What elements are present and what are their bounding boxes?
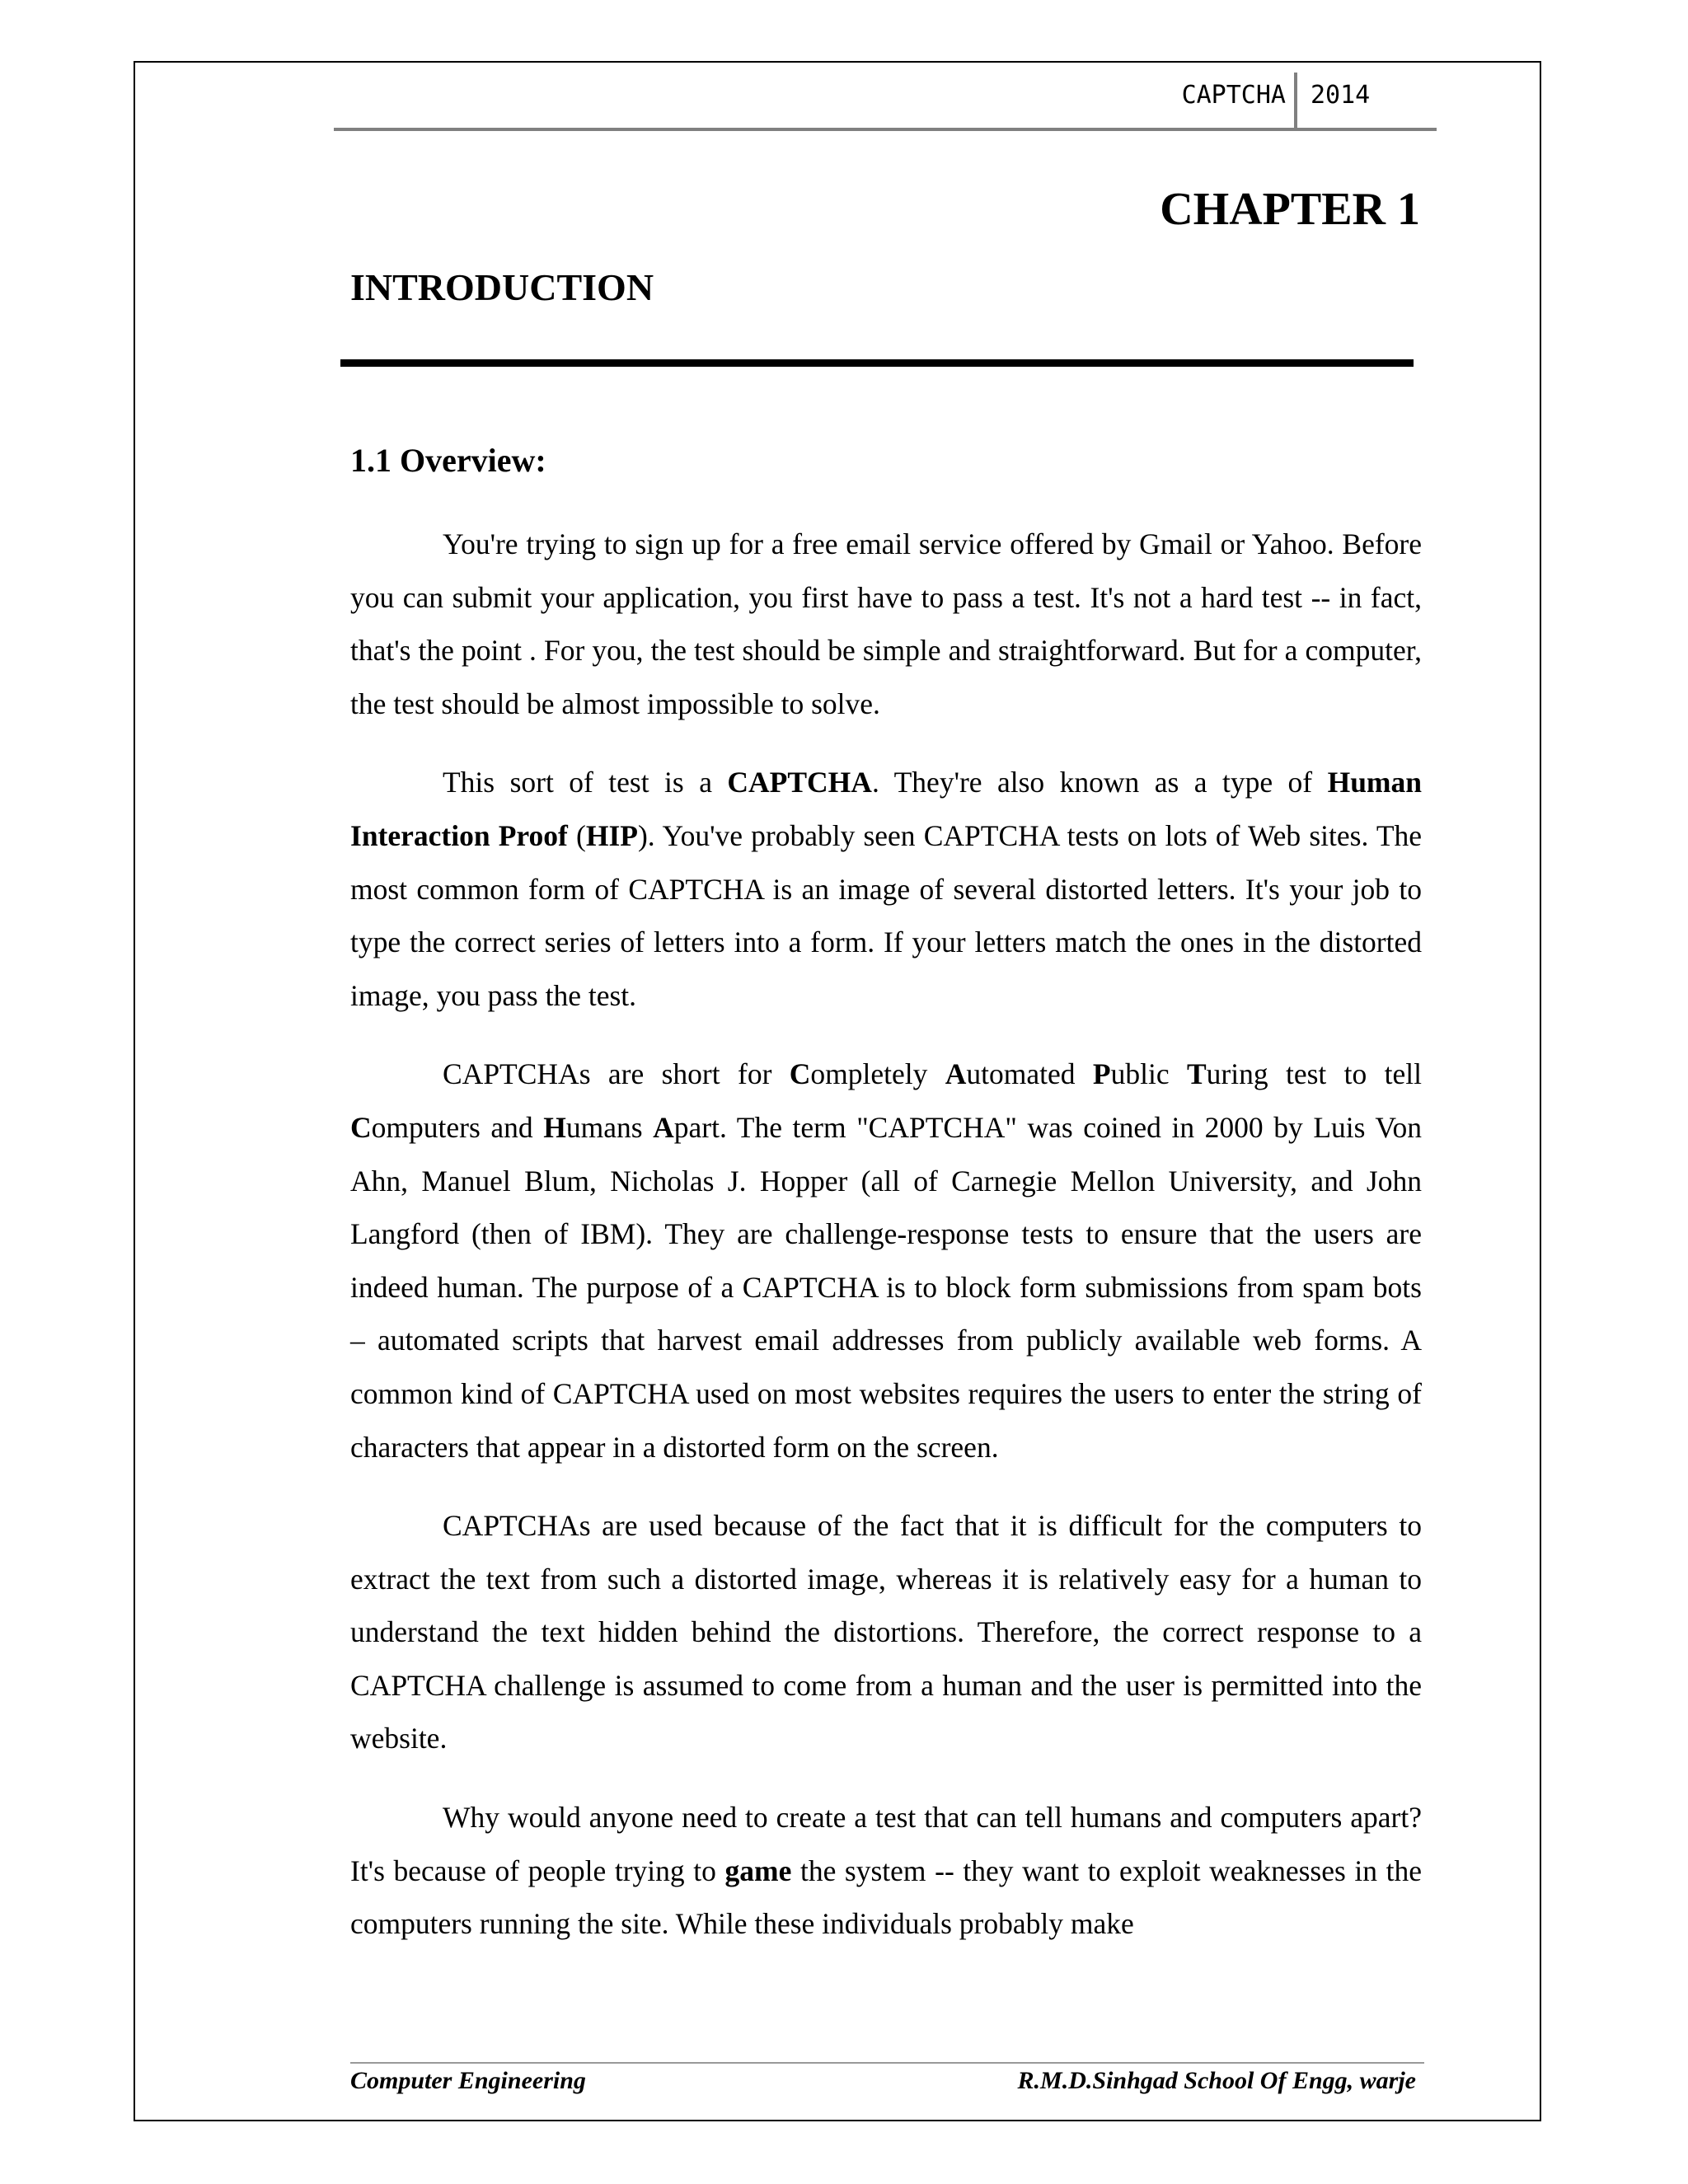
running-header-title: CAPTCHA bbox=[1181, 81, 1286, 110]
footer-department: Computer Engineering bbox=[350, 2067, 586, 2094]
bold-term: HIP bbox=[585, 818, 638, 852]
text-run: utomated bbox=[966, 1057, 1093, 1091]
chapter-title: INTRODUCTION bbox=[350, 266, 654, 308]
section-heading: 1.1 Overview: bbox=[350, 442, 546, 479]
text-run: the system -- they want to exploit weaknesses in the computers running the site. While these individuals probably make bbox=[350, 1854, 1422, 1941]
acronym-letter: A bbox=[945, 1057, 967, 1091]
chapter-rule bbox=[340, 359, 1414, 367]
footer-institution: R.M.D.Sinhgad School Of Engg, warje bbox=[1017, 2067, 1416, 2094]
bold-term: Human Interaction Proof bbox=[350, 766, 1422, 852]
paragraph-4: CAPTCHAs are used because of the fact that it is difficult for the computers to extract the text from such a distorted image, whereas it is relatively easy for a human to understand the text hidden behind the distortions. Therefore, the correct response to a CAPTCHA challenge is assumed to come from a human and the user is permitted into the website. bbox=[350, 1509, 1422, 1755]
text-run: part. The term "CAPTCHA" was coined in 2000 by Luis Von Ahn, Manuel Blum, Nicholas J. Hopper (all of Carnegie Mellon University, and John Langford (then of IBM). They are challenge-response tests to ensure that the users are indeed human. The purpose of a CAPTCHA is to block form submissions from spam bots – automated scripts that harvest email addresses from publicly available web forms. A common kind of CAPTCHA used on most websites requires the users to enter the string of characters that appear in a distorted form on the screen. bbox=[350, 1110, 1422, 1464]
text-run: ompletely bbox=[810, 1057, 945, 1091]
text-run: Why would anyone need to create a test that can tell humans and computers apart? It's because of people trying to bbox=[350, 1801, 1422, 1887]
acronym-letter: H bbox=[543, 1110, 566, 1144]
paragraph-2 bbox=[350, 756, 1422, 1022]
bold-term: game bbox=[724, 1854, 792, 1887]
paragraph-3 bbox=[350, 1047, 1422, 1474]
bold-term: CAPTCHA bbox=[727, 766, 872, 799]
text-run: CAPTCHAs are short for bbox=[443, 1057, 790, 1091]
acronym-letter: A bbox=[653, 1110, 674, 1144]
text-run: ( bbox=[567, 818, 586, 852]
acronym-letter: P bbox=[1092, 1057, 1111, 1091]
paragraph-5 bbox=[350, 1791, 1422, 1951]
footer-rule bbox=[350, 2062, 1424, 2064]
paragraph-1: You're trying to sign up for a free email service offered by Gmail or Yahoo. Before you can submit your application, you first have to pass a test. It's not a hard test -- in fact, that's the point . For you, the test should be simple and straightforward. But for a computer, the test should be almost impossible to solve. bbox=[350, 527, 1422, 720]
acronym-letter: T bbox=[1186, 1057, 1207, 1091]
acronym-letter: C bbox=[789, 1057, 811, 1091]
running-header-year: 2014 bbox=[1311, 81, 1371, 110]
text-run: ). You've probably seen CAPTCHA tests on lots of Web sites. The most common form of CAPTCHA is an image of several distorted letters. It's your job to type the correct series of letters into a form. If your letters match the ones in the distorted image, you pass the test. bbox=[350, 818, 1423, 1012]
text-run: ublic bbox=[1110, 1057, 1187, 1091]
header-rule bbox=[334, 128, 1437, 131]
header-separator bbox=[1294, 73, 1297, 129]
text-run: . They're also known as a type of bbox=[871, 766, 1328, 799]
text-run: uring test to tell bbox=[1206, 1057, 1423, 1091]
acronym-letter: C bbox=[350, 1110, 372, 1144]
body-text bbox=[350, 518, 1422, 1976]
text-run: omputers and bbox=[371, 1110, 544, 1144]
text-run: umans bbox=[565, 1110, 654, 1144]
text-run: This sort of test is a bbox=[443, 766, 728, 799]
chapter-label: CHAPTER 1 bbox=[1160, 184, 1420, 235]
